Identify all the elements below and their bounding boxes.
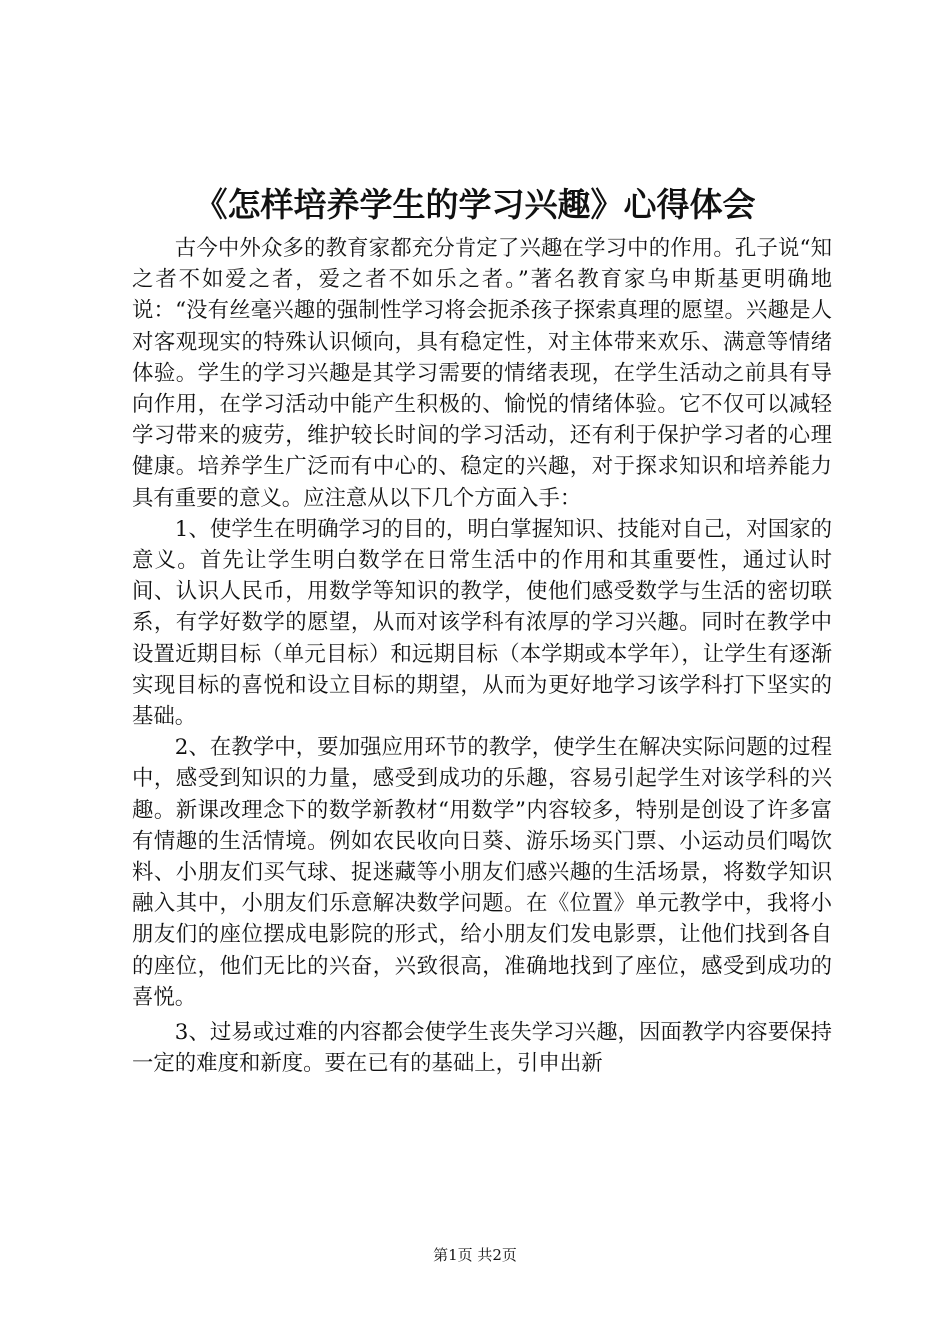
paragraph-point-3: 3、过易或过难的内容都会使学生丧失学习兴趣，因面教学内容要保持一定的难度和新度。要在已有的基础上，引申出新	[132, 1020, 832, 1077]
document-title: 《怎样培养学生的学习兴趣》心得体会	[194, 185, 756, 224]
paragraph-point-1: 1、使学生在明确学习的目的，明白掌握知识、技能对自己，对国家的意义。首先让学生明白数学在日常生活中的作用和其重要性，通过认时间、认识人民币，用数学等知识的教学，使他们感受数学与生活的密切联系，有学好数学的愿望，从而对该学科有浓厚的学习兴趣。同时在教学中设置近期目标（单元目标）和远期目标（本学期或本学年），让学生有逐渐实现目标的喜悦和设立目标的期望，从而为更好地学习该学科打下坚实的基础。	[132, 516, 832, 730]
page-footer: 第1页 共2页	[433, 1246, 517, 1264]
document-body	[132, 233, 832, 1079]
paragraph-intro: 古今中外众多的教育家都充分肯定了兴趣在学习中的作用。孔子说“知之者不如爱之者，爱之者不如乐之者。”著名教育家乌申斯基更明确地说：“没有丝毫兴趣的强制性学习将会扼杀孩子探索真理的愿望。兴趣是人对客观现实的特殊认识倾向，具有稳定性，对主体带来欢乐、满意等情绪体验。学生的学习兴趣是其学习需要的情绪表现，在学生活动之前具有导向作用，在学习活动中能产生积极的、愉悦的情绪体验。它不仅可以减轻学习带来的疲劳，维护较长时间的学习活动，还有利于保护学习者的心理健康。培养学生广泛而有中心的、稳定的兴趣，对于探求知识和培养能力具有重要的意义。应注意从以下几个方面入手：	[132, 236, 832, 511]
paragraph-point-2: 2、在教学中，要加强应用环节的教学，使学生在解决实际问题的过程中，感受到知识的力量，感受到成功的乐趣，容易引起学生对该学科的兴趣。新课改理念下的数学新教材“用数学”内容较多，特别是创设了许多富有情趣的生活情境。例如农民收向日葵、游乐场买门票、小运动员们喝饮料、小朋友们买气球、捉迷藏等小朋友们感兴趣的生活场景，将数学知识融入其中，小朋友们乐意解决数学问题。在《位置》单元教学中，我将小朋友们的座位摆成电影院的形式，给小朋友们发电影票，让他们找到各自的座位，他们无比的兴奋，兴致很高，准确地找到了座位，感受到成功的喜悦。	[132, 735, 832, 1010]
